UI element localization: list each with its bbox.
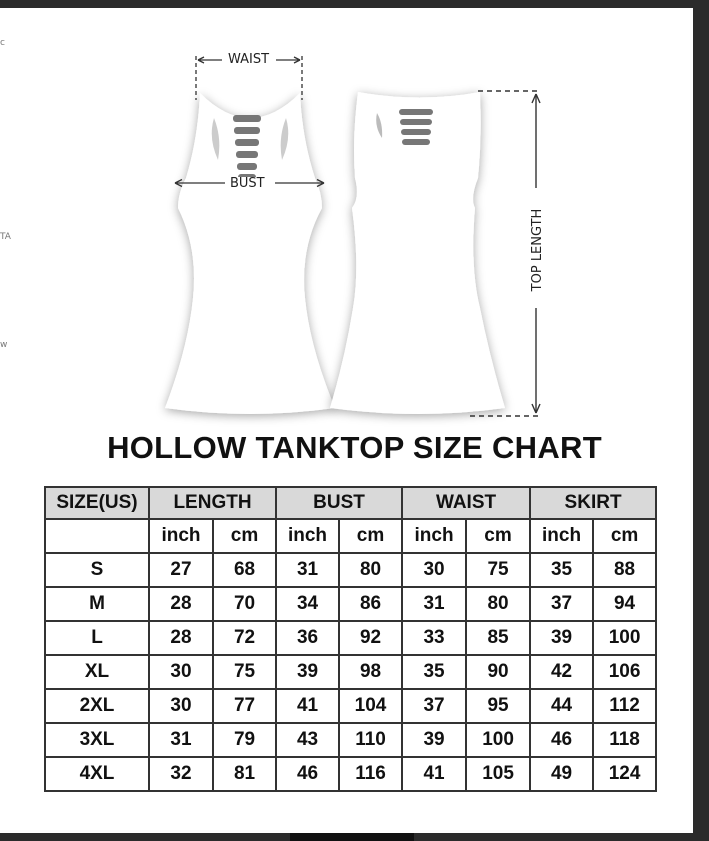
value-cell: 49 xyxy=(530,757,593,791)
value-cell: 39 xyxy=(402,723,466,757)
value-cell: 88 xyxy=(593,553,656,587)
value-cell: 35 xyxy=(530,553,593,587)
value-cell: 37 xyxy=(402,689,466,723)
value-cell: 98 xyxy=(339,655,402,689)
value-cell: 43 xyxy=(276,723,339,757)
table-row xyxy=(45,655,656,689)
value-cell: 46 xyxy=(276,757,339,791)
bust-label: BUST xyxy=(230,176,265,191)
value-cell: 34 xyxy=(276,587,339,621)
value-cell: 32 xyxy=(149,757,213,791)
value-cell: 46 xyxy=(530,723,593,757)
value-cell: 105 xyxy=(466,757,530,791)
unit-cell: inch xyxy=(276,519,339,553)
value-cell: 80 xyxy=(466,587,530,621)
value-cell: 35 xyxy=(402,655,466,689)
value-cell: 27 xyxy=(149,553,213,587)
value-cell: 77 xyxy=(213,689,276,723)
value-cell: 30 xyxy=(402,553,466,587)
size-cell: L xyxy=(45,621,149,655)
value-cell: 30 xyxy=(149,655,213,689)
unit-cell: inch xyxy=(149,519,213,553)
waist-label: WAIST xyxy=(228,52,270,67)
table-row xyxy=(45,587,656,621)
value-cell: 104 xyxy=(339,689,402,723)
size-cell: 2XL xyxy=(45,689,149,723)
value-cell: 116 xyxy=(339,757,402,791)
value-cell: 85 xyxy=(466,621,530,655)
value-cell: 31 xyxy=(149,723,213,757)
value-cell: 100 xyxy=(593,621,656,655)
edge-text-fragment: c xyxy=(0,38,5,48)
value-cell: 30 xyxy=(149,689,213,723)
value-cell: 68 xyxy=(213,553,276,587)
value-cell: 28 xyxy=(149,587,213,621)
table-row xyxy=(45,621,656,655)
value-cell: 110 xyxy=(339,723,402,757)
unit-cell: cm xyxy=(466,519,530,553)
chart-title: HOLLOW TANKTOP SIZE CHART xyxy=(107,430,602,465)
value-cell: 118 xyxy=(593,723,656,757)
value-cell: 37 xyxy=(530,587,593,621)
table-row xyxy=(45,723,656,757)
unit-cell: inch xyxy=(530,519,593,553)
edge-text-fragment: TA xyxy=(0,232,11,242)
bust-header: BUST xyxy=(276,487,402,519)
value-cell: 75 xyxy=(213,655,276,689)
value-cell: 41 xyxy=(402,757,466,791)
value-cell: 36 xyxy=(276,621,339,655)
empty-cell xyxy=(45,519,149,553)
size-cell: S xyxy=(45,553,149,587)
unit-cell: cm xyxy=(213,519,276,553)
value-cell: 72 xyxy=(213,621,276,655)
unit-row xyxy=(45,519,656,553)
table-row xyxy=(45,553,656,587)
size-cell: 3XL xyxy=(45,723,149,757)
size-cell: XL xyxy=(45,655,149,689)
value-cell: 100 xyxy=(466,723,530,757)
value-cell: 33 xyxy=(402,621,466,655)
value-cell: 112 xyxy=(593,689,656,723)
table-row xyxy=(45,689,656,723)
value-cell: 70 xyxy=(213,587,276,621)
skirt-header: SKIRT xyxy=(530,487,656,519)
edge-text-fragment: w xyxy=(0,340,8,350)
table-header-row xyxy=(45,487,656,519)
value-cell: 92 xyxy=(339,621,402,655)
size-cell: M xyxy=(45,587,149,621)
value-cell: 94 xyxy=(593,587,656,621)
unit-cell: inch xyxy=(402,519,466,553)
value-cell: 79 xyxy=(213,723,276,757)
unit-cell: cm xyxy=(339,519,402,553)
unit-cell: cm xyxy=(593,519,656,553)
value-cell: 39 xyxy=(530,621,593,655)
value-cell: 95 xyxy=(466,689,530,723)
value-cell: 31 xyxy=(276,553,339,587)
value-cell: 31 xyxy=(402,587,466,621)
size-table xyxy=(44,486,657,792)
value-cell: 90 xyxy=(466,655,530,689)
bottom-scrollbar[interactable] xyxy=(290,833,414,841)
table-row xyxy=(45,757,656,791)
value-cell: 81 xyxy=(213,757,276,791)
value-cell: 42 xyxy=(530,655,593,689)
tanktop-diagram xyxy=(0,8,693,433)
top-length-label: TOP LENGTH xyxy=(531,198,545,302)
size-cell: 4XL xyxy=(45,757,149,791)
value-cell: 86 xyxy=(339,587,402,621)
value-cell: 75 xyxy=(466,553,530,587)
value-cell: 80 xyxy=(339,553,402,587)
value-cell: 41 xyxy=(276,689,339,723)
length-header: LENGTH xyxy=(149,487,276,519)
value-cell: 106 xyxy=(593,655,656,689)
value-cell: 124 xyxy=(593,757,656,791)
value-cell: 39 xyxy=(276,655,339,689)
waist-header: WAIST xyxy=(402,487,530,519)
size-header: SIZE(US) xyxy=(45,487,149,519)
value-cell: 28 xyxy=(149,621,213,655)
value-cell: 44 xyxy=(530,689,593,723)
